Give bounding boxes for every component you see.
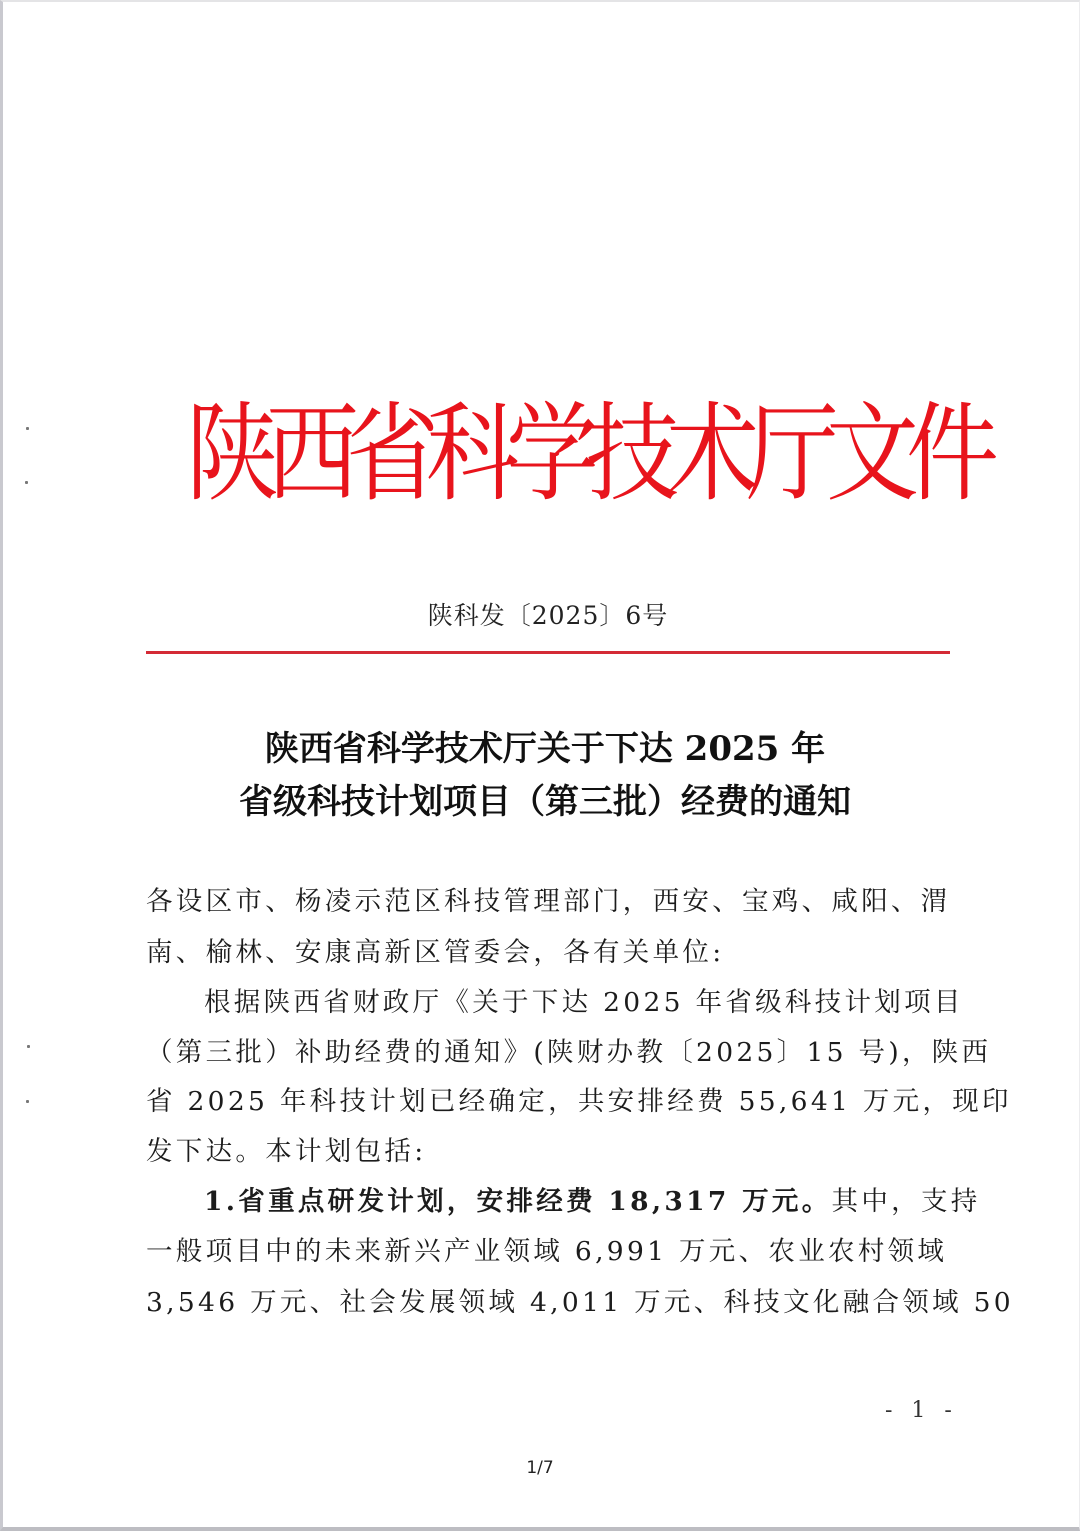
body-line: 省 2025 年科技计划已经确定，共安排经费 55,641 万元，现印	[146, 1086, 1012, 1117]
body-line: （第三批）补助经费的通知》(陕财办教〔2025〕15 号)，陕西	[146, 1037, 992, 1068]
notice-title-line-1: 陕西省科学技术厅关于下达 2025 年	[264, 729, 826, 769]
scan-mark	[25, 481, 28, 484]
body-line: 各设区市、杨凌示范区科技管理部门，西安、宝鸡、咸阳、渭	[146, 886, 951, 917]
document-header-title: 陕西省科学技术厅文件	[186, 391, 986, 517]
scan-mark	[27, 1045, 30, 1048]
notice-title-line-2: 省级科技计划项目（第三批）经费的通知	[239, 782, 851, 822]
item-1-heading: 1.省重点研发计划，安排经费 18,317 万元。	[204, 1186, 832, 1217]
body-line-item-1	[204, 1185, 1004, 1219]
item-1-text: 其中，支持	[831, 1186, 981, 1217]
body-line: 发下达。本计划包括:	[146, 1136, 427, 1167]
body-line: 3,546 万元、社会发展领域 4,011 万元、科技文化融合领域 50	[146, 1287, 1014, 1318]
body-line: 一般项目中的未来新兴产业领域 6,991 万元、农业农村领域	[146, 1236, 948, 1267]
page-number: - 1 -	[885, 1398, 958, 1423]
red-divider-rule	[146, 651, 950, 654]
viewer-page-indicator: 1/7	[526, 1458, 554, 1478]
body-line: 根据陕西省财政厅《关于下达 2025 年省级科技计划项目	[204, 987, 964, 1018]
document-number: 陕科发〔2025〕6号	[427, 601, 669, 630]
scan-mark	[26, 427, 29, 430]
scan-mark	[26, 1100, 29, 1103]
body-line: 南、榆林、安康高新区管委会，各有关单位:	[146, 937, 725, 968]
